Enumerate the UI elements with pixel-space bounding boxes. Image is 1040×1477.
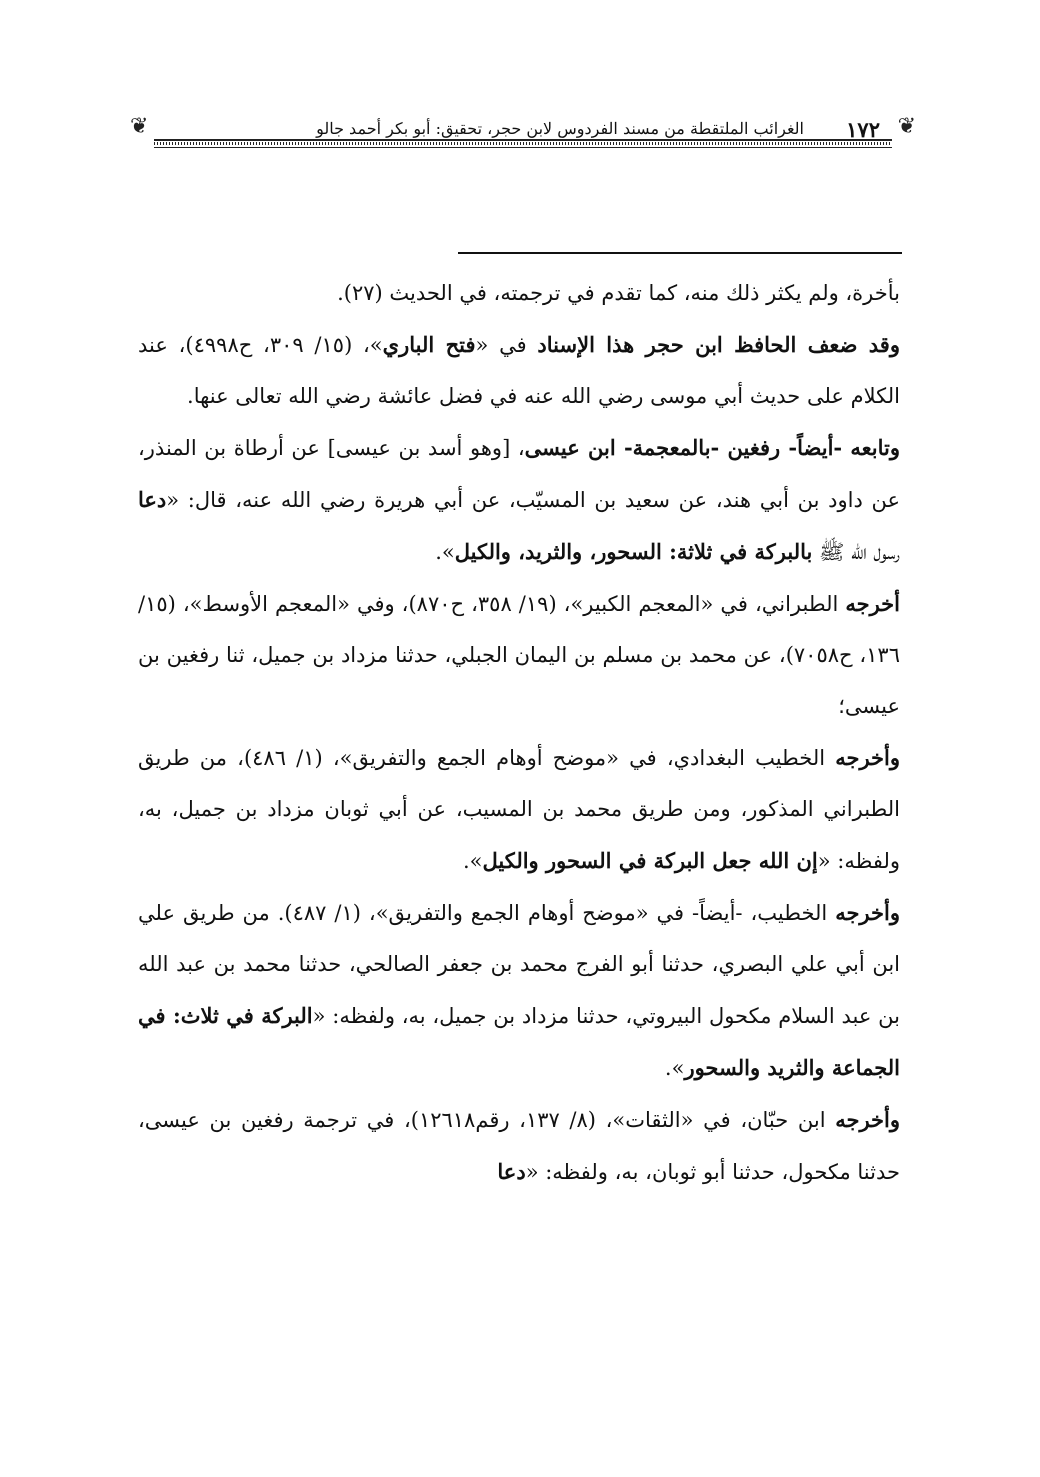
bold-text: وتابعه -أيضاً- رفغين -بالمعجمة- ابن عيسى: [524, 435, 900, 460]
bold-text: بالبركة في ثلاثة: السحور، والثريد، والكيل: [454, 539, 813, 564]
bold-text: وقد ضعف الحافظ ابن حجر هذا الإسناد: [537, 332, 900, 357]
ornament-left-icon: ❦: [130, 114, 149, 139]
paragraph-6: [138, 887, 900, 1094]
bold-text: أخرجه: [845, 591, 900, 616]
bold-text: البركة في ثلاث: في الجماعة والثريد والسحور: [138, 1003, 900, 1080]
bold-text: وأخرجه: [835, 745, 900, 770]
bold-text: فتح الباري: [382, 332, 476, 357]
text: ».: [435, 540, 455, 564]
paragraph-1: [138, 268, 900, 319]
ornament-right-icon: ❦: [897, 114, 916, 139]
paragraph-5: [138, 732, 900, 887]
bold-text: إن الله جعل البركة في السحور والكيل: [482, 848, 818, 873]
text: ابن حبّان، في «الثقات»، (٨/ ١٣٧، رقم١٢٦١٨)، في ترجمة رفغين بن عيسى، حدثنا مكحول، حدثنا أبو ثوبان، به، ولفظه: «: [138, 1108, 900, 1184]
text: ».: [462, 849, 483, 873]
body-text: [138, 268, 900, 1198]
paragraph-3: [138, 422, 900, 578]
page-number: ١٧٢: [846, 117, 880, 142]
footnote-separator: [458, 252, 902, 254]
bold-text: دعا: [497, 1159, 526, 1184]
text: الخطيب، -أيضاً- في «موضح أوهام الجمع والتفريق»، (١/ ٤٨٧). من طريق علي ابن أبي علي البصري، حدثنا أبو الفرج محمد بن جعفر الصالحي، حدثنا محمد بن عبد الله بن عبد السلام مكحول البيروتي، حدثنا مزداد بن جميل، به، ولفظه: «: [138, 901, 900, 1028]
paragraph-7: [138, 1094, 900, 1198]
text: ».: [664, 1056, 685, 1080]
text: في «: [475, 333, 538, 357]
text: بأخرة، ولم يكثر ذلك منه، كما تقدم في ترجمته، في الحديث (٢٧).: [337, 281, 900, 305]
header-rule: [154, 139, 892, 148]
text: ، [وهو أسد بن عيسى] عن أرطاة بن المنذر، عن داود بن أبي هند، عن سعيد بن المسيّب، عن أبي هريرة رضي الله عنه، قال: «: [138, 436, 900, 512]
text: الخطيب البغدادي، في «موضح أوهام الجمع والتفريق»، (١/ ٤٨٦)، من طريق الطبراني المذكور، ومن طريق محمد بن المسيب، عن أبي ثوبان مزداد بن جميل، به، ولفظه: «: [138, 746, 900, 873]
running-header: [128, 104, 918, 152]
paragraph-4: [138, 578, 900, 732]
bold-text: دعا: [138, 487, 167, 512]
paragraph-2: [138, 319, 900, 422]
bold-text: وأخرجه: [835, 900, 900, 925]
text: الطبراني، في «المعجم الكبير»، (١٩/ ٣٥٨، ح٨٧٠)، وفي «المعجم الأوسط»، (١٥/ ١٣٦، ح٧٠٥٨)، عن محمد بن مسلم بن اليمان الجبلي، حدثنا مزداد بن جميل، ثنا رفغين بن عيسى؛: [138, 592, 900, 718]
text: »، (١٥/ ٣٠٩، ح٤٩٩٨)، عند الكلام على حديث أبي موسى رضي الله عنه في فضل عائشة رضي الله تعالى عنها.: [138, 333, 900, 408]
bold-text: وأخرجه: [835, 1107, 900, 1132]
running-title: الغرائب الملتقطة من مسند الفردوس لابن حجر، تحقيق: أبو بكر أحمد جالو: [316, 119, 804, 138]
text: رسول الله ﷺ: [812, 540, 900, 564]
